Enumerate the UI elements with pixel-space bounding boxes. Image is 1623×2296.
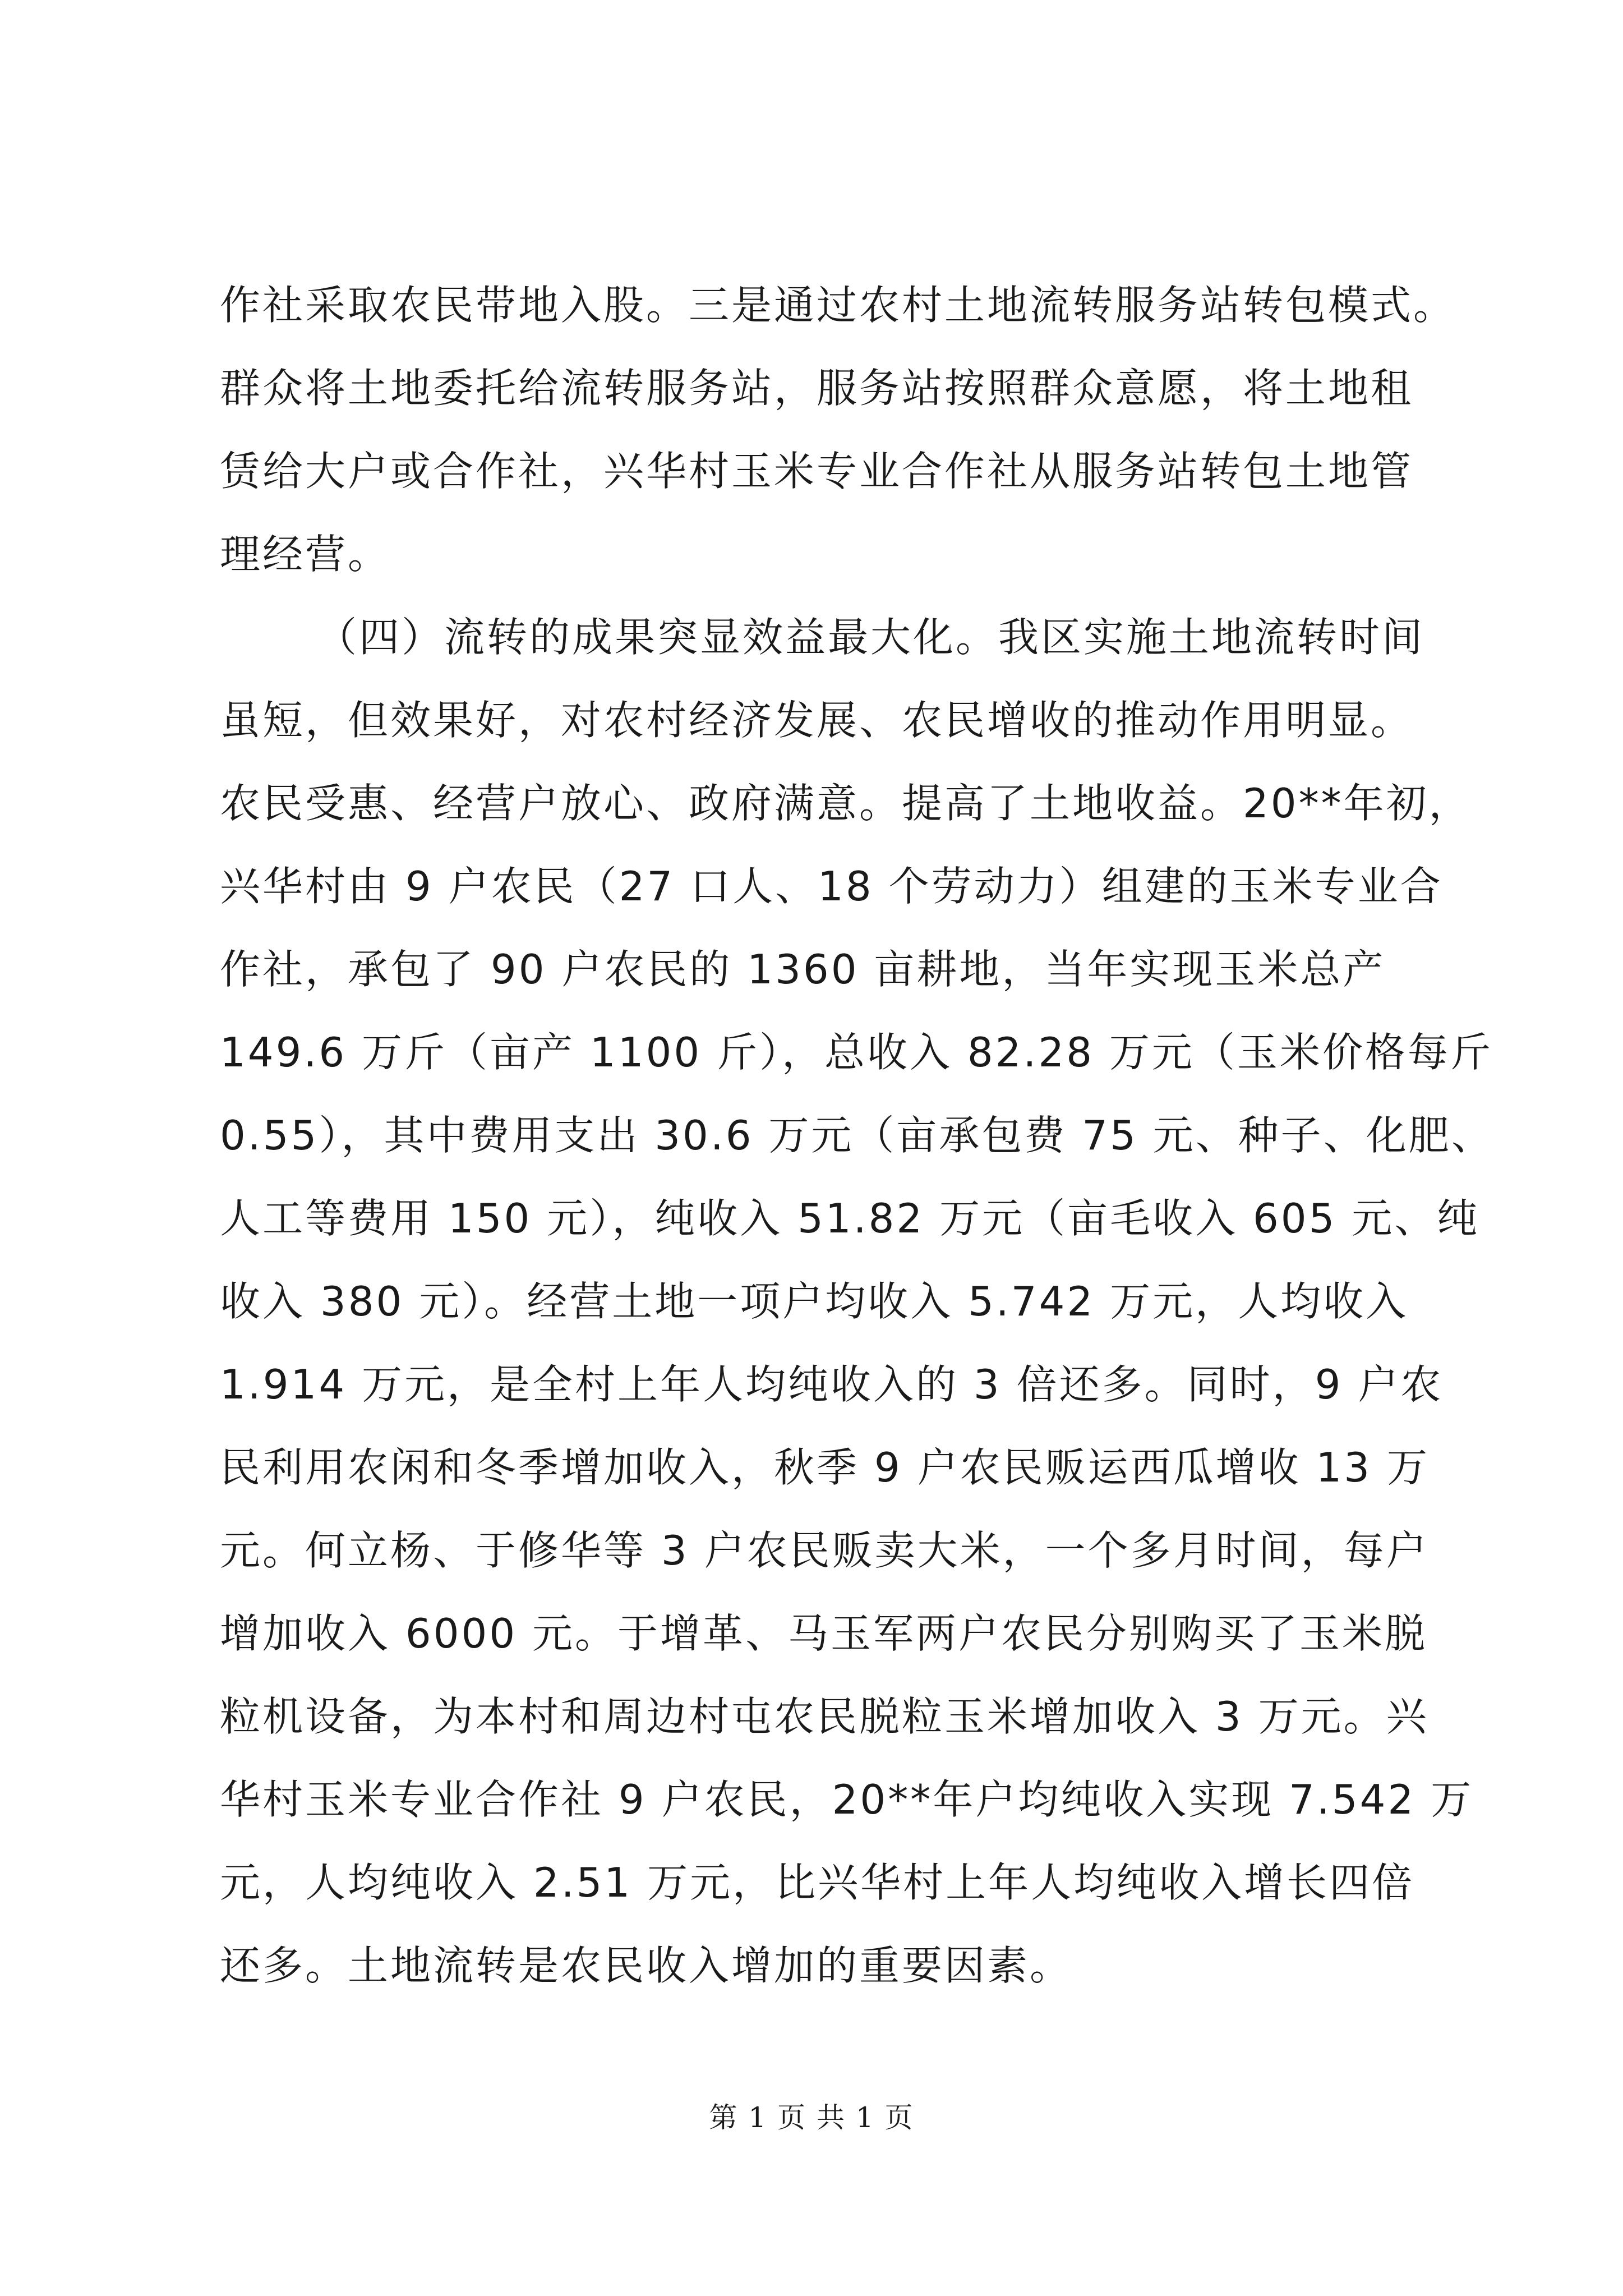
text-line: 虽短，但效果好，对农村经济发展、农民增收的推动作用明显。 [220,697,1414,744]
text-line: 元，人均纯收入 2.51 万元，比兴华村上年人均纯收入增长四倍 [220,1859,1415,1906]
text-line: 华村玉米专业合作社 9 户农民，20**年户均纯收入实现 7.542 万 [220,1776,1474,1823]
text-line: 人工等费用 150 元），纯收入 51.82 万元（亩毛收入 605 元、纯 [220,1195,1480,1242]
text-line: 还多。土地流转是农民收入增加的重要因素。 [220,1942,1073,1989]
text-line: 作社采取农民带地入股。三是通过农村土地流转服务站转包模式。 [220,282,1456,329]
text-line: 赁给大户或合作社，兴华村玉米专业合作社从服务站转包土地管 [220,448,1414,495]
text-line: 理经营。 [220,531,391,578]
text-line: 农民受惠、经营户放心、政府满意。提高了土地收益。20**年初， [220,780,1472,827]
text-line: 粒机设备，为本村和周边村屯农民脱粒玉米增加收入 3 万元。兴 [220,1693,1429,1740]
text-line: 增加收入 6000 元。于增革、马玉军两户农民分别购买了玉米脱 [220,1610,1428,1657]
text-line: 149.6 万斤（亩产 1100 斤），总收入 82.28 万元（玉米价格每斤 [220,1029,1493,1076]
body-text [220,264,1494,2007]
text-line: 作社，承包了 90 户农民的 1360 亩耕地，当年实现玉米总产 [220,946,1386,993]
text-line: 1.914 万元，是全村上年人均纯收入的 3 倍还多。同时，9 户农 [220,1361,1444,1408]
page-footer [0,2095,1623,2136]
text-line: 兴华村由 9 户农民（27 口人、18 个劳动力）组建的玉米专业合 [220,863,1443,910]
page-number-label: 第 1 页 共 1 页 [709,2101,914,2134]
text-line: 0.55），其中费用支出 30.6 万元（亩承包费 75 元、种子、化肥、 [220,1112,1494,1159]
paragraph-start-line: （四）流转的成果突显效益最大化。我区实施土地流转时间 [316,614,1425,661]
text-line: 民利用农闲和冬季增加收入，秋季 9 户农民贩运西瓜增收 13 万 [220,1444,1430,1491]
text-line: 元。何立杨、于修华等 3 户农民贩卖大米，一个多月时间，每户 [220,1527,1429,1574]
text-line: 收入 380 元）。经营土地一项户均收入 5.742 万元，人均收入 [220,1278,1409,1325]
text-line: 群众将土地委托给流转服务站，服务站按照群众意愿，将土地租 [220,365,1414,412]
